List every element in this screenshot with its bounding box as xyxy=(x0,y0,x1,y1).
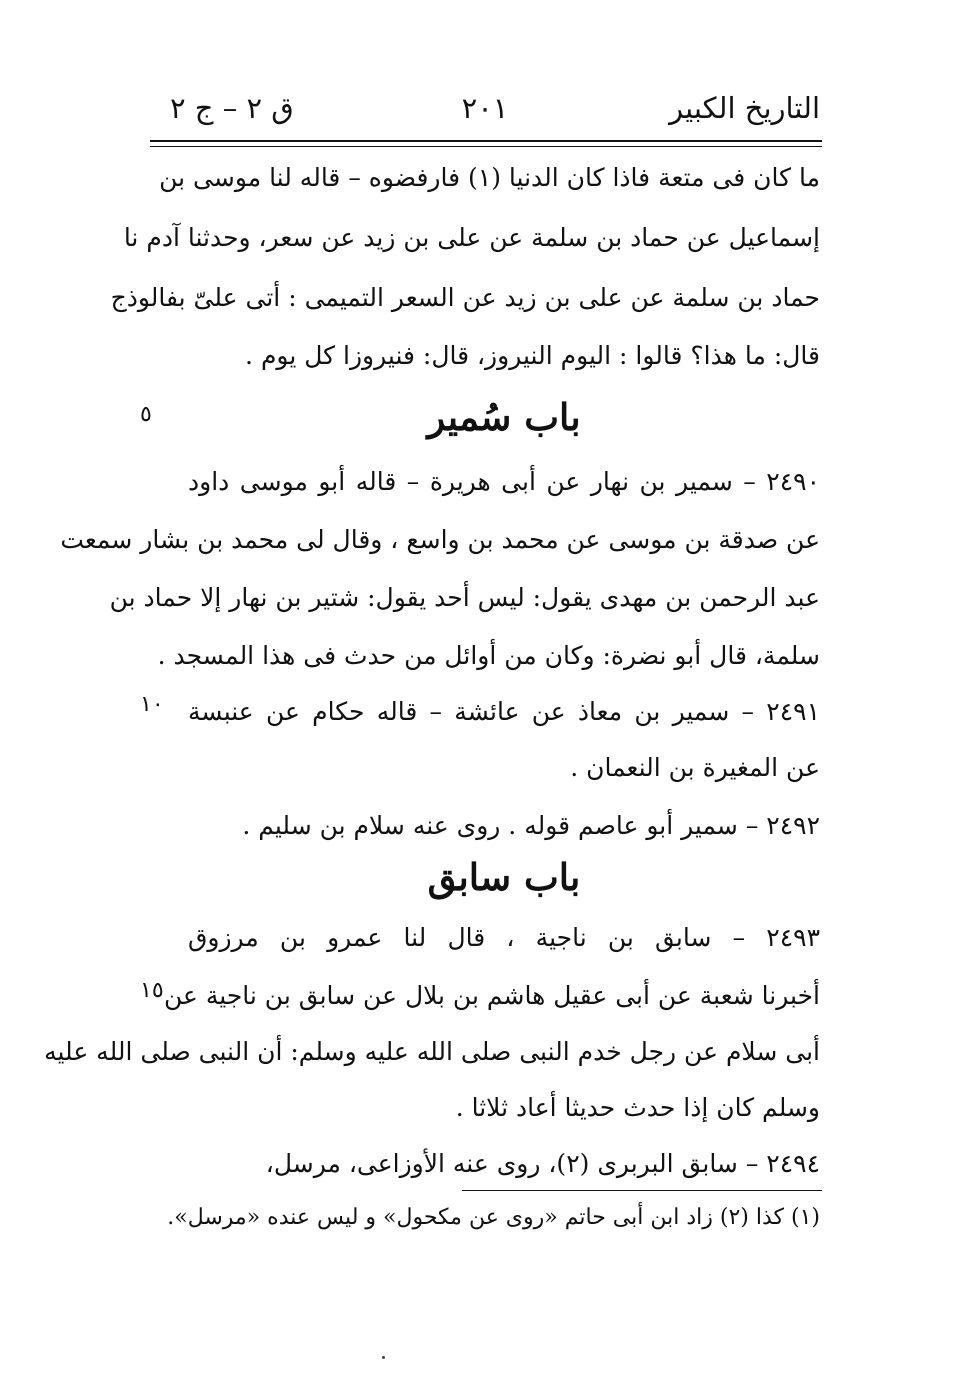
footnote: (١) كذا (٢) زاد ابن أبى حاتم «روى عن مكحول» و ليس عنده «مرسل». xyxy=(167,1205,820,1230)
page-number: ٢٠١ xyxy=(461,91,509,125)
entry-line: أبى سلام عن رجل خدم النبى صلى الله عليه وسلم: أن النبى صلى الله عليه xyxy=(44,1037,820,1066)
margin-line-number: ١٥ xyxy=(140,978,164,1003)
entry-line: ٢٤٩٣ – سابق بن ناجية ، قال لنا عمرو بن مرزوق xyxy=(188,923,820,952)
entry-line: وسلم كان إذا حدث حديثا أعاد ثلاثا . xyxy=(455,1093,820,1122)
entry-line: سلمة، قال أبو نضرة: وكان من أوائل من حدث فى هذا المسجد . xyxy=(157,641,820,670)
section-heading: باب سُمير xyxy=(427,395,581,439)
scan-speck xyxy=(382,1356,385,1359)
entry-line: أخبرنا شعبة عن أبى عقيل هاشم بن بلال عن سابق بن ناجية عن xyxy=(163,981,820,1010)
book-title: التاريخ الكبير xyxy=(669,91,820,125)
text-line: ما كان فى متعة فاذا كان الدنيا (١) فارفضوه – قاله لنا موسى بن xyxy=(159,163,820,192)
section-heading: باب سابق xyxy=(427,855,581,899)
text-line: إسماعيل عن حماد بن سلمة عن على بن زيد عن سعر، وحدثنا آدم نا xyxy=(123,223,820,252)
running-header xyxy=(150,88,820,132)
margin-line-number: ٥ xyxy=(140,402,152,427)
entry-line: عن المغيرة بن النعمان . xyxy=(570,753,820,782)
entry-line: ٢٤٩٢ – سمير أبو عاصم قوله . روى عنه سلام بن سليم . xyxy=(242,811,820,840)
volume-label: ق ٢ – ج ٢ xyxy=(170,91,294,125)
entry-line: عن صدقة بن موسى عن محمد بن واسع ، وقال لى محمد بن بشار سمعت xyxy=(60,525,820,554)
entry-line: عبد الرحمن بن مهدى يقول: ليس أحد يقول: شتير بن نهار إلا حماد بن xyxy=(109,583,820,612)
entry-line: ٢٤٩٠ – سمير بن نهار عن أبى هريرة – قاله أبو موسى داود xyxy=(188,467,820,496)
text-line: حماد بن سلمة عن على بن زيد عن السعر التميمى : أتى علىّ بفالوذج xyxy=(110,283,820,312)
margin-line-number: ١٠ xyxy=(140,692,164,717)
entry-line: ٢٤٩٤ – سابق البربرى (٢)، روى عنه الأوزاعى، مرسل، xyxy=(265,1149,820,1178)
footnote-rule xyxy=(462,1190,822,1191)
text-line: قال: ما هذا؟ قالوا : اليوم النيروز، قال: فنيروزا كل يوم . xyxy=(245,341,820,370)
entry-line: ٢٤٩١ – سمير بن معاذ عن عائشة – قاله حكام عن عنبسة xyxy=(188,697,820,726)
header-rule-thin xyxy=(150,146,822,147)
header-rule xyxy=(150,140,822,142)
